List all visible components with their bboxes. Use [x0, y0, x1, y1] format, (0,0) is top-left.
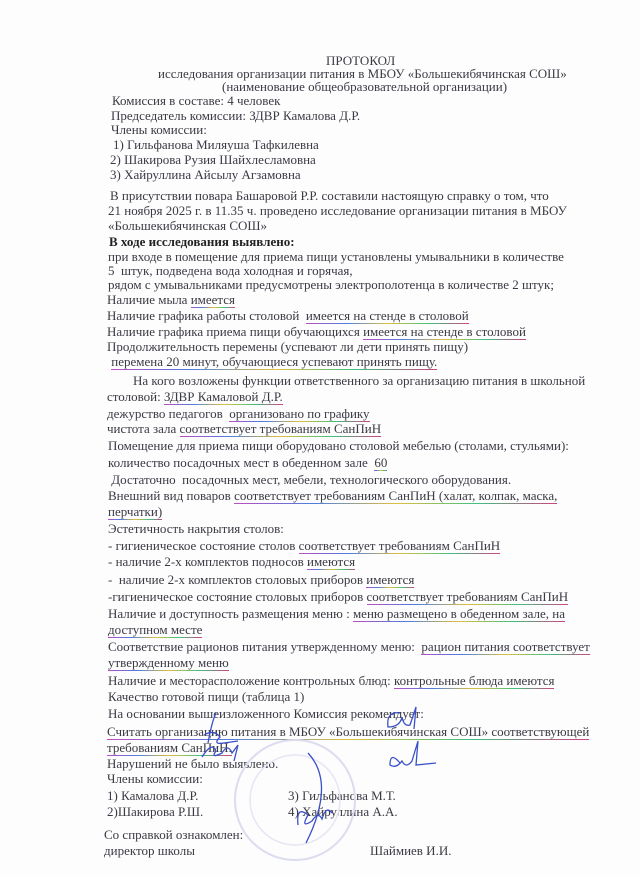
signatures-label: Члены комиссии:	[107, 771, 203, 786]
finding-line	[108, 539, 500, 553]
finding-value-underlined: ЗДВР Камаловой Д.Р.	[163, 389, 283, 404]
finding-line	[108, 473, 511, 487]
finding-value-underlined: соответствует требованиям СанПиН	[298, 538, 501, 553]
finding-line	[108, 522, 284, 536]
member-2: 2) Шакирова Рузия Шайхлесламовна	[110, 152, 316, 167]
finding-value-underlined: организовано по графику	[229, 406, 370, 421]
finding-value-underlined: рацион питания соответствует	[421, 639, 590, 654]
finding-text: Наличие и месторасположение контрольных блюд:	[108, 673, 394, 688]
finding-text: Нарушений не было выявлено.	[107, 756, 279, 771]
finding-value-underlined: утвержденному меню	[108, 655, 229, 670]
finding-value-underlined: соответствует требованиям СанПиН (халат, колпак, маска,	[234, 488, 558, 503]
finding-text: На кого возложены функции ответственного за организацию питания в школьной	[107, 373, 586, 388]
finding-text: Наличие графика работы столовой	[107, 308, 306, 323]
finding-line	[108, 573, 414, 587]
finding-text: рядом с умывальниками предусмотрены электрополотенца в количестве 2 штук;	[108, 277, 554, 292]
finding-text: столовой:	[107, 389, 164, 404]
finding-text: На основании вышеизложенного Комиссия рекомендует:	[108, 706, 424, 721]
finding-text: - наличие 2-х комплектов подносов	[108, 554, 307, 569]
stamp-icon	[235, 740, 355, 860]
finding-value-underlined: 60	[374, 455, 388, 470]
finding-value-underlined: Считать организацию питания в МБОУ «Большекибячинская СОШ» соответствующей	[107, 724, 590, 739]
intro-line-3: «Большекибячинская СОШ»	[108, 218, 268, 233]
finding-line	[108, 250, 564, 264]
finding-text: дежурство педагогов	[107, 406, 230, 421]
finding-line	[108, 264, 353, 278]
intro-line-2: 21 ноября 2025 г. в 11.35 ч. проведено исследование организации питания в МБОУ	[108, 203, 567, 218]
finding-line	[107, 340, 468, 354]
member-3: 3) Хайруллина Айсылу Агзамовна	[110, 167, 301, 182]
finding-line	[108, 278, 554, 292]
finding-text: 5 штук, подведена вода холодная и горячая,	[108, 263, 353, 278]
finding-text: -гигиеническое состояние столовых приборов	[108, 589, 367, 604]
finding-value-underlined: меню размещено в обеденном зале, на	[352, 606, 566, 621]
finding-line	[107, 407, 370, 421]
finding-value-underlined: имеется на стенде в столовой	[363, 324, 526, 339]
finding-text: Качество готовой пищи (таблица 1)	[108, 689, 305, 704]
finding-line	[107, 390, 283, 404]
finding-text: Наличие мыла	[107, 292, 191, 307]
member-1: 1) Гильфанова Миляуша Тафкилевна	[113, 137, 319, 152]
finding-text: Внешний вид поваров	[108, 488, 235, 503]
finding-value-underlined: имеется	[190, 292, 236, 307]
finding-text: Наличие и доступность размещения меню :	[108, 606, 353, 621]
finding-value-underlined: контрольные блюда имеются	[394, 673, 555, 688]
intro-line-1: В присутствии повара Башаровой Р.Р. составили настоящую справку о том, что	[110, 188, 549, 203]
doc-subtitle: исследования организации питания в МБОУ «Большекибячинская СОШ»	[158, 66, 567, 81]
signature-right-1: 3) Гильфанова М.Т.	[288, 788, 396, 803]
finding-value-underlined: требованиям СанПиН.	[107, 740, 232, 755]
finding-line	[108, 489, 557, 503]
acquainted-label: Со справкой ознакомлен:	[104, 827, 244, 842]
finding-line	[107, 422, 381, 436]
finding-line	[107, 293, 235, 307]
finding-text: чистота зала	[107, 421, 180, 436]
finding-value-underlined: имеется на стенде в столовой	[305, 308, 469, 323]
finding-value-underlined: имеются	[366, 572, 415, 587]
finding-line	[108, 439, 569, 453]
finding-text: Соответствие рационов питания утвержденному меню:	[108, 639, 422, 654]
finding-line	[107, 325, 526, 339]
finding-text: количество посадочных мест в обеденном зале	[108, 455, 375, 470]
signature-3-icon	[388, 707, 416, 729]
finding-text: Достаточно посадочных мест, мебели, технологического оборудования.	[108, 472, 512, 487]
finding-value-underlined: имеются	[307, 554, 356, 569]
findings-heading: В ходе исследования выявлено:	[109, 234, 295, 249]
stamp-inner-ring-icon	[250, 755, 340, 845]
signatures-and-stamp	[190, 705, 470, 875]
finding-value-underlined: доступном месте	[108, 622, 203, 637]
finding-value-underlined: соответствует требованиям СанПиН	[179, 421, 382, 436]
finding-text: Помещение для приема пищи оборудовано столовой мебелью (столами, стульями):	[108, 438, 569, 453]
finding-line	[108, 355, 437, 369]
commission-size: Комиссия в составе: 4 человек	[112, 93, 281, 108]
finding-line	[108, 505, 162, 519]
director-position: директор школы	[104, 843, 195, 858]
director-name: Шаймиев И.И.	[370, 843, 452, 858]
signature-left-1: 1) Камалова Д.Р.	[107, 788, 199, 803]
finding-text: Эстетичность накрытия столов:	[108, 521, 284, 536]
commission-chair: Председатель комиссии: ЗДВР Камалова Д.Р.	[111, 108, 361, 123]
finding-value-underlined: перемена 20 минут, обучающиеся успевают принять пищу.	[111, 354, 438, 369]
finding-value-underlined: соответствует требованиям СанПиН	[366, 589, 569, 604]
doc-title: ПРОТОКОЛ	[326, 53, 396, 68]
finding-line	[108, 674, 554, 688]
finding-line	[108, 690, 304, 704]
finding-line	[108, 590, 568, 604]
signature-left-2: 2)Шакирова Р.Ш.	[107, 804, 204, 819]
finding-text: Наличие графика приема пищи обучающихся	[107, 324, 364, 339]
finding-text: - наличие 2-х комплектов столовых приборов	[108, 572, 367, 587]
signature-2-icon	[202, 745, 238, 761]
finding-line	[108, 555, 355, 569]
finding-line	[108, 456, 387, 470]
finding-text: - гигиеническое состояние столов	[108, 538, 299, 553]
signature-director-icon	[298, 753, 332, 843]
finding-line	[108, 656, 229, 670]
finding-line	[108, 640, 590, 654]
signature-right-2: 4) Хайруллина А.А.	[288, 804, 398, 819]
members-label: Члены комиссии:	[111, 122, 207, 137]
finding-line	[108, 607, 565, 621]
doc-subtitle-note: (наименование общеобразовательной организации)	[222, 79, 508, 94]
signature-4-icon	[390, 741, 436, 766]
finding-text: Продолжительность перемены (успевают ли дети принять пищу)	[107, 339, 469, 354]
finding-line	[107, 374, 585, 388]
finding-line	[107, 309, 469, 323]
finding-value-underlined: перчатки)	[108, 504, 163, 519]
finding-line	[108, 623, 202, 637]
finding-text: при входе в помещение для приема пищи установлены умывальники в количестве	[108, 249, 564, 264]
signature-1-icon	[204, 713, 238, 743]
